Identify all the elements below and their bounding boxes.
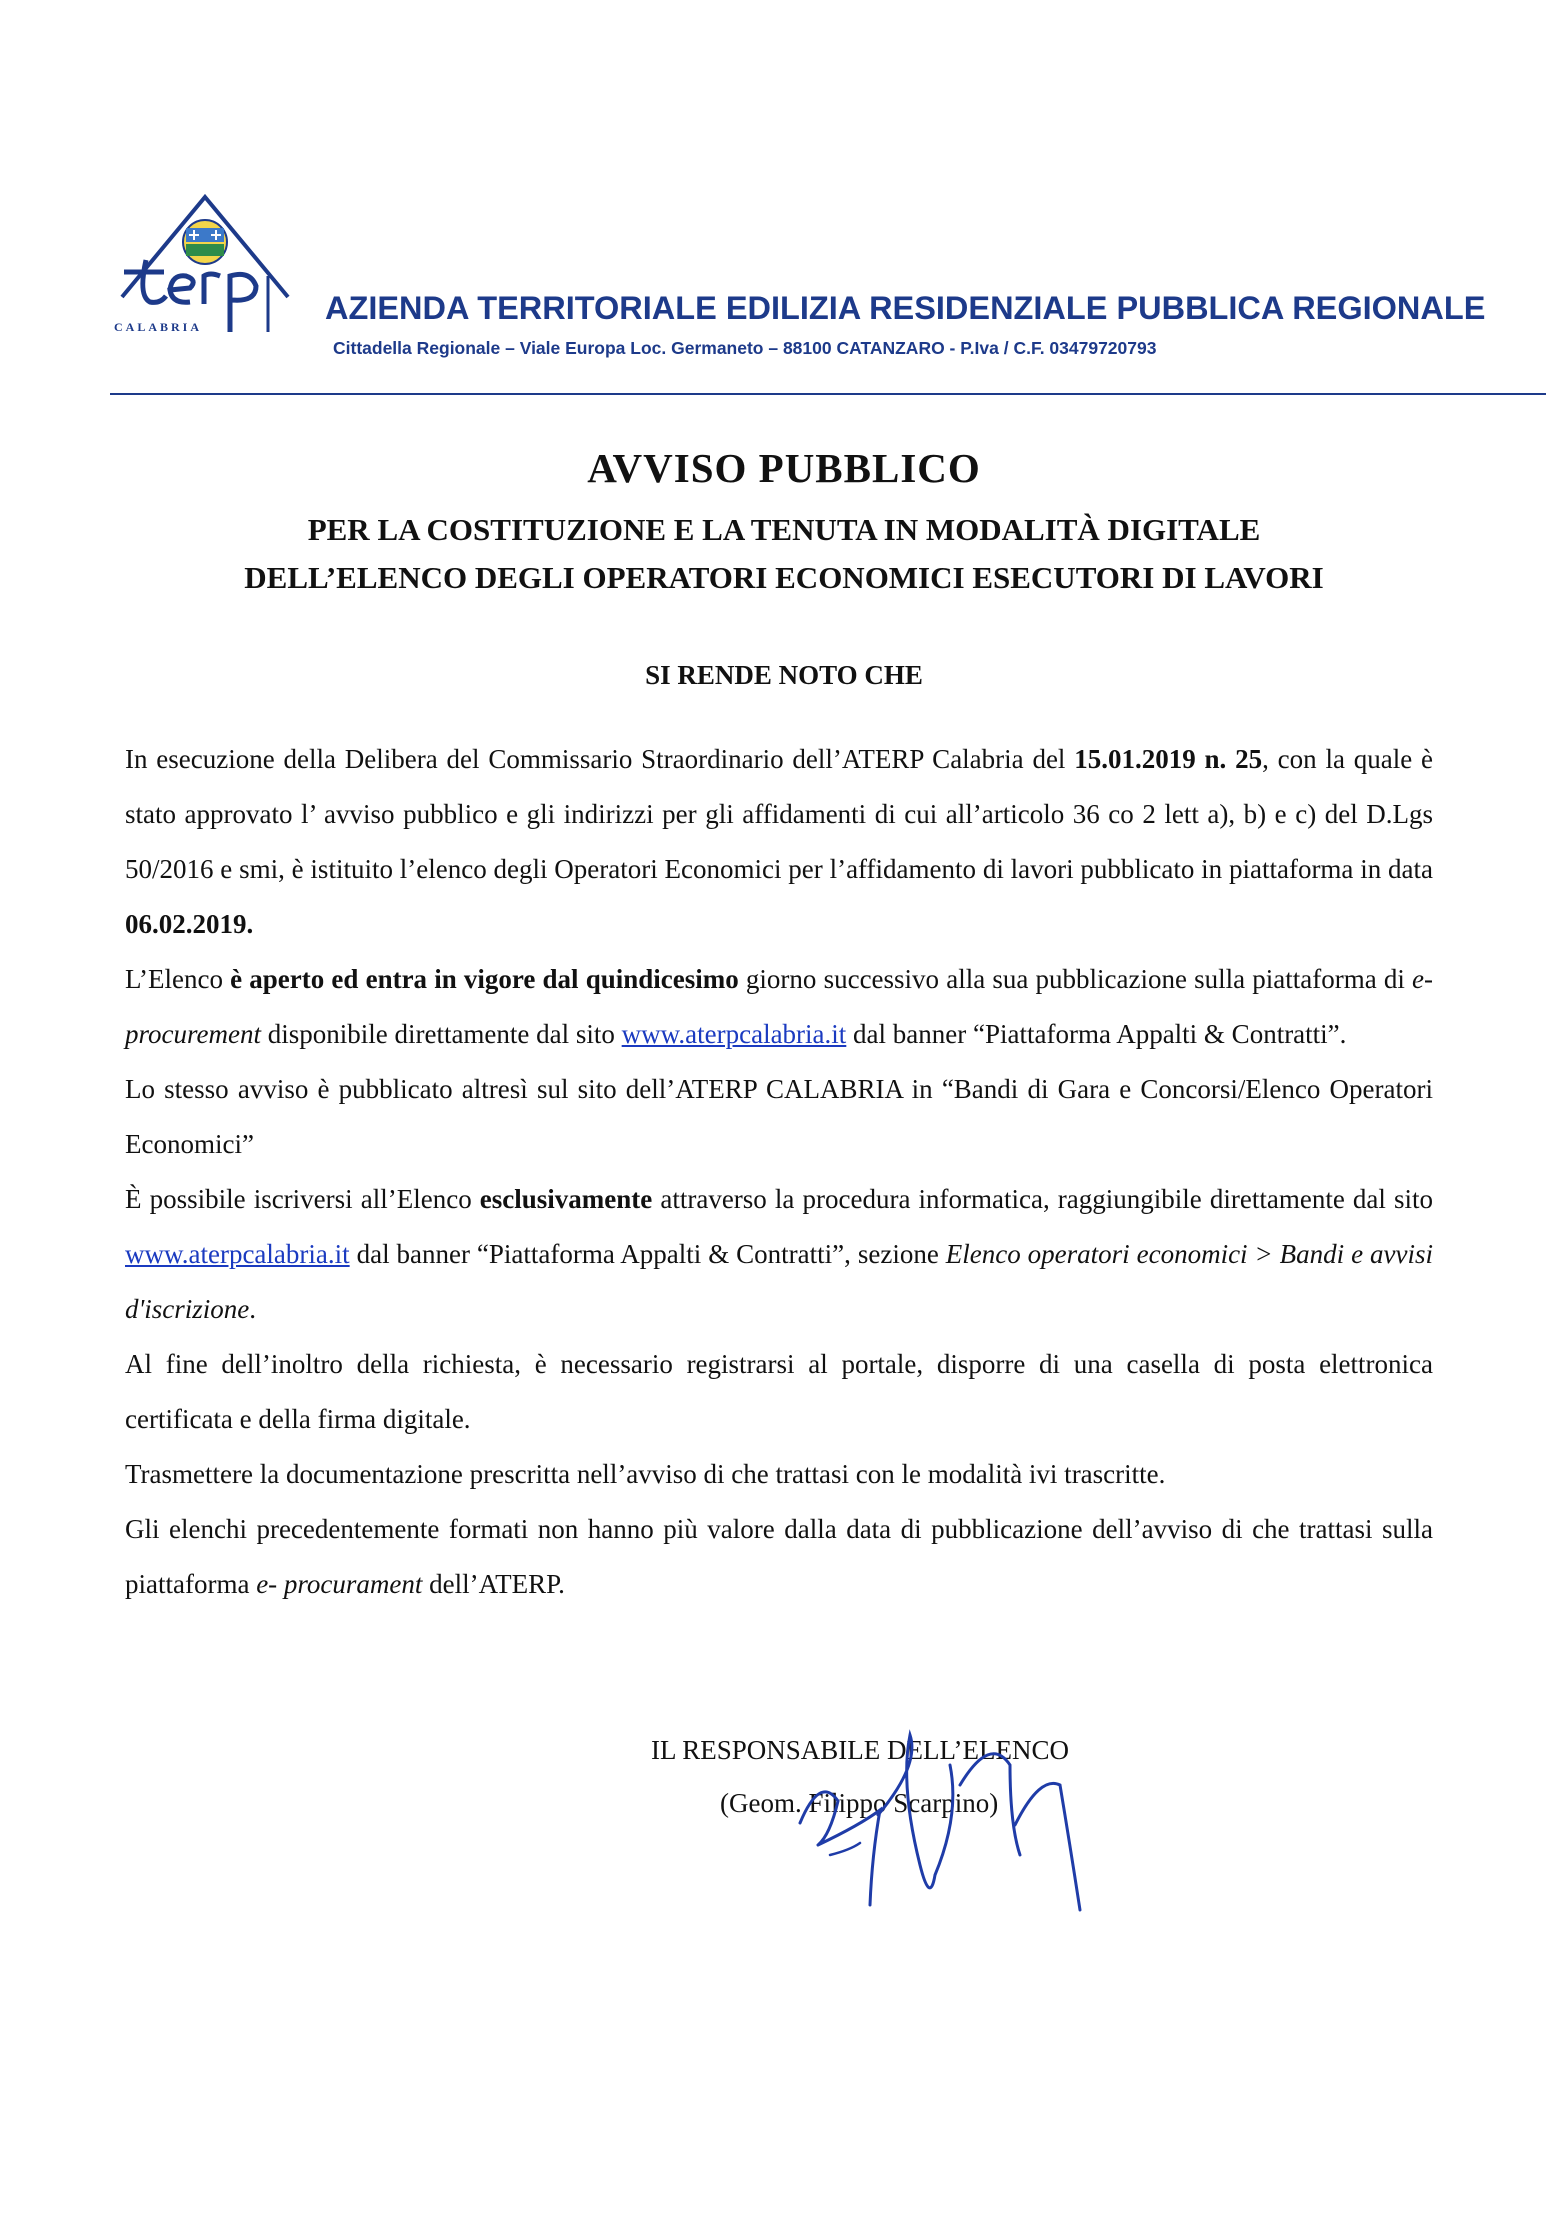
paragraph-6: Trasmettere la documentazione prescritta nell’avviso di che trattasi con le modalità ivi trascritte.	[125, 1459, 1166, 1489]
logo-region-label: CALABRIA	[114, 320, 203, 334]
website-link[interactable]: www.aterpcalabria.it	[125, 1239, 350, 1269]
document-title: AVVISO PUBBLICO	[587, 445, 981, 491]
aterp-logo	[110, 192, 300, 340]
paragraph-1: In esecuzione della Delibera del Commissario Straordinario dell’ATERP Calabria del 15.01.2019 n. 25, con la quale è stato approvato l’ avviso pubblico e gli indirizzi per gli affidamenti di cui all’articolo 36 co 2 lett a), b) e c) del D.Lgs 50/2016 e smi, è istituito l’elenco degli Operatori Economici per l’affidamento di lavori pubblicato in piattaforma in data 06.02.2019.	[125, 744, 1433, 939]
paragraph-2: L’Elenco è aperto ed entra in vigore dal quindicesimo giorno successivo alla sua pubblicazione sulla piattaforma di e-procurement disponibile direttamente dal sito www.aterpcalabria.it dal banner “Piattaforma Appalti & Contratti”.	[125, 964, 1434, 1049]
document-subtitle-line-1: PER LA COSTITUZIONE E LA TENUTA IN MODALITÀ DIGITALE	[307, 512, 1261, 547]
delibera-date: 15.01.2019 n. 25	[1074, 744, 1263, 774]
paragraph-3: Lo stesso avviso è pubblicato altresì sul sito dell’ATERP CALABRIA in “Bandi di Gara e Concorsi/Elenco Operatori Economici”	[125, 1074, 1433, 1159]
aterp-logo-mark	[110, 192, 300, 340]
paragraph-4: È possibile iscriversi all’Elenco esclusivamente attraverso la procedura informatica, raggiungibile direttamente dal sito www.aterpcalabria.it dal banner “Piattaforma Appalti & Contratti”, sezione Elenco operatori economici > Bandi e avvisi d'iscrizione.	[125, 1184, 1433, 1324]
publication-date: 06.02.2019.	[125, 909, 254, 939]
handwritten-signature	[760, 1705, 1090, 1915]
signatory-role: IL RESPONSABILE DELL’ELENCO	[651, 1735, 1069, 1765]
website-link[interactable]: www.aterpcalabria.it	[621, 1019, 847, 1049]
paragraph-7: Gli elenchi precedentemente formati non hanno più valore dalla data di pubblicazione dell’avviso di che trattasi sulla piattaforma e- procurament dell’ATERP.	[125, 1514, 1433, 1599]
body-text	[125, 732, 1433, 1612]
header-divider	[110, 393, 1546, 395]
signatory-name: (Geom. Filippo Scarpino)	[720, 1788, 999, 1818]
organization-name: AZIENDA TERRITORIALE EDILIZIA RESIDENZIALE PUBBLICA REGIONALE	[325, 290, 1486, 326]
document-subtitle-line-2: DELL’ELENCO DEGLI OPERATORI ECONOMICI ESECUTORI DI LAVORI	[244, 560, 1324, 595]
paragraph-5: Al fine dell’inoltro della richiesta, è necessario registrarsi al portale, disporre di una casella di posta elettronica certificata e della firma digitale.	[125, 1349, 1433, 1434]
notice-heading: SI RENDE NOTO CHE	[645, 660, 923, 690]
organization-address: Cittadella Regionale – Viale Europa Loc. Germaneto – 88100 CATANZARO - P.Iva / C.F. 03479720793	[333, 338, 1157, 358]
